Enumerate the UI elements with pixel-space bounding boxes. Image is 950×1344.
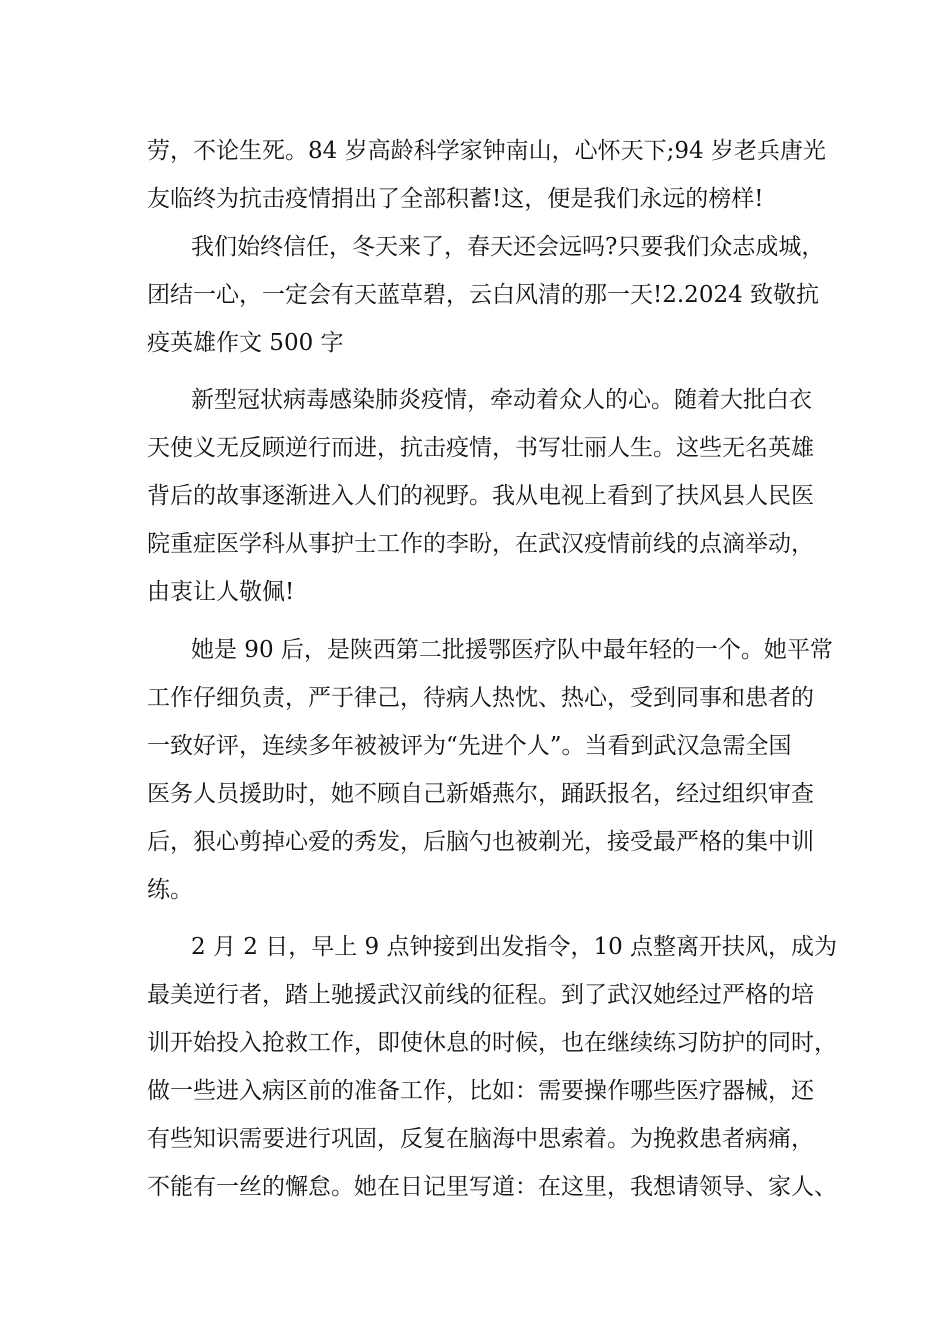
paragraph-first-line: 她是 90 后，是陕西第二批援鄂医疗队中最年轻的一个。她平常 [191,637,833,663]
paragraph-first-line: 我们始终信任，冬天来了，春天还会远吗?只要我们众志成城， [191,234,825,260]
text-line: 后，狠心剪掉心爱的秀发，后脑勺也被剃光，接受最严格的集中训 [147,829,814,855]
text-line: 由衷让人敬佩! [147,579,295,605]
section-heading-line: 疫英雄作文 500 字 [147,330,344,356]
text-line: 有些知识需要进行巩固，反复在脑海中思索着。为挽救患者病痛， [147,1126,814,1152]
text-line: 医务人员援助时，她不顾自己新婚燕尔，踊跃报名，经过组织审查 [147,781,814,807]
text-line: 工作仔细负责，严于律己，待病人热忱、热心，受到同事和患者的 [147,685,814,711]
text-line: 天使义无反顾逆行而进，抗击疫情，书写壮丽人生。这些无名英雄 [147,435,814,461]
paragraph-first-line: 2 月 2 日，早上 9 点钟接到出发指令，10 点整离开扶风，成为 [191,934,838,960]
text-line: 团结一心，一定会有天蓝草碧，云白风清的那一天!2.2024 致敬抗 [147,282,820,308]
text-line: 友临终为抗击疫情捐出了全部积蓄!这，便是我们永远的榜样! [147,186,764,212]
text-line: 练。 [147,877,193,903]
text-line: 做一些进入病区前的准备工作，比如：需要操作哪些医疗器械，还 [147,1078,814,1104]
text-line: 背后的故事逐渐进入人们的视野。我从电视上看到了扶风县人民医 [147,483,814,509]
text-line: 训开始投入抢救工作，即使休息的时候，也在继续练习防护的同时， [147,1030,837,1056]
text-line: 院重症医学科从事护士工作的李盼，在武汉疫情前线的点滴举动， [147,531,814,557]
text-line: 不能有一丝的懈怠。她在日记里写道：在这里，我想请领导、家人、 [147,1174,837,1200]
paragraph-first-line: 新型冠状病毒感染肺炎疫情，牵动着众人的心。随着大批白衣 [191,387,812,413]
text-line: 一致好评，连续多年被被评为“先进个人”。当看到武汉急需全国 [147,733,792,759]
text-line: 劳，不论生死。84 岁高龄科学家钟南山，心怀天下;94 岁老兵唐光 [147,138,826,164]
text-line: 最美逆行者，踏上驰援武汉前线的征程。到了武汉她经过严格的培 [147,982,814,1008]
